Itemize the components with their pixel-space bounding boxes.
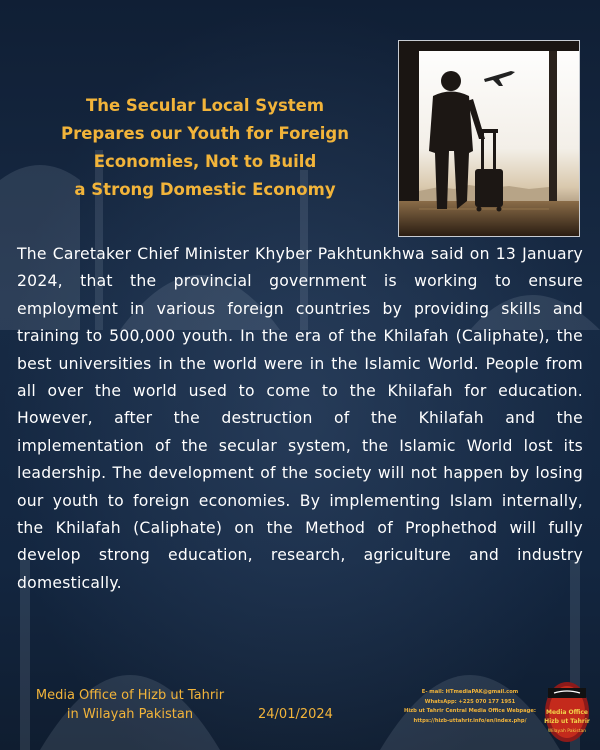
headline-line-4: a Strong Domestic Economy [74,180,336,199]
contact-info [395,688,545,726]
media-office-name: Media Office of Hizb ut Tahrir [35,688,225,703]
contact-cmo-url[interactable]: https://hizb-uttahrir.info/en/index.php/ [413,717,527,724]
publication-date: 24/01/2024 [258,707,333,722]
contact-email[interactable]: E- mail: HTmediaPAK@gmail.com [421,689,519,695]
logo-text-3: Wilayah Pakistan [547,729,587,734]
traveler-with-suitcase-image [399,41,579,236]
article-body: The Caretaker Chief Minister Khyber Pakhtunkhwa said on 13 January 2024, that the provincial government is working to ensure employment in various foreign countries by providing skills and training to 500,000 youth. In the era of the Khilafah (Caliphate), the best universities in the world were in the Islamic World. People from all over the world used to come to the Khilafah for education. However, after the destruction of the Khilafah and the implementation of the secular system, the Islamic World lost its leadership. The development of the society will not happen by losing our youth to foreign economies. By implementing Islam internally, the Khilafah (Caliphate) on the Method of Prophethod will fully develop strong education, research, agriculture and industry domestically. [17,245,583,592]
contact-cmo-label: Hizb ut Tahrir Central Media Office Webpage: [404,708,536,714]
headline [30,92,380,204]
logo-text-1: Media Office [546,709,588,716]
media-office-logo [542,680,592,744]
media-office-region: in Wilayah Pakistan [66,707,194,722]
contact-whatsapp: WhatsApp: +225 070 177 1951 [424,698,516,705]
logo-emblem-icon [542,680,592,744]
headline-line-2: Prepares our Youth for Foreign [61,124,349,143]
headline-line-3: Economies, Not to Build [93,152,317,171]
traveler-photo [398,40,580,237]
logo-text-2: Hizb ut Tahrir [544,718,590,725]
headline-line-1: The Secular Local System [85,96,325,115]
